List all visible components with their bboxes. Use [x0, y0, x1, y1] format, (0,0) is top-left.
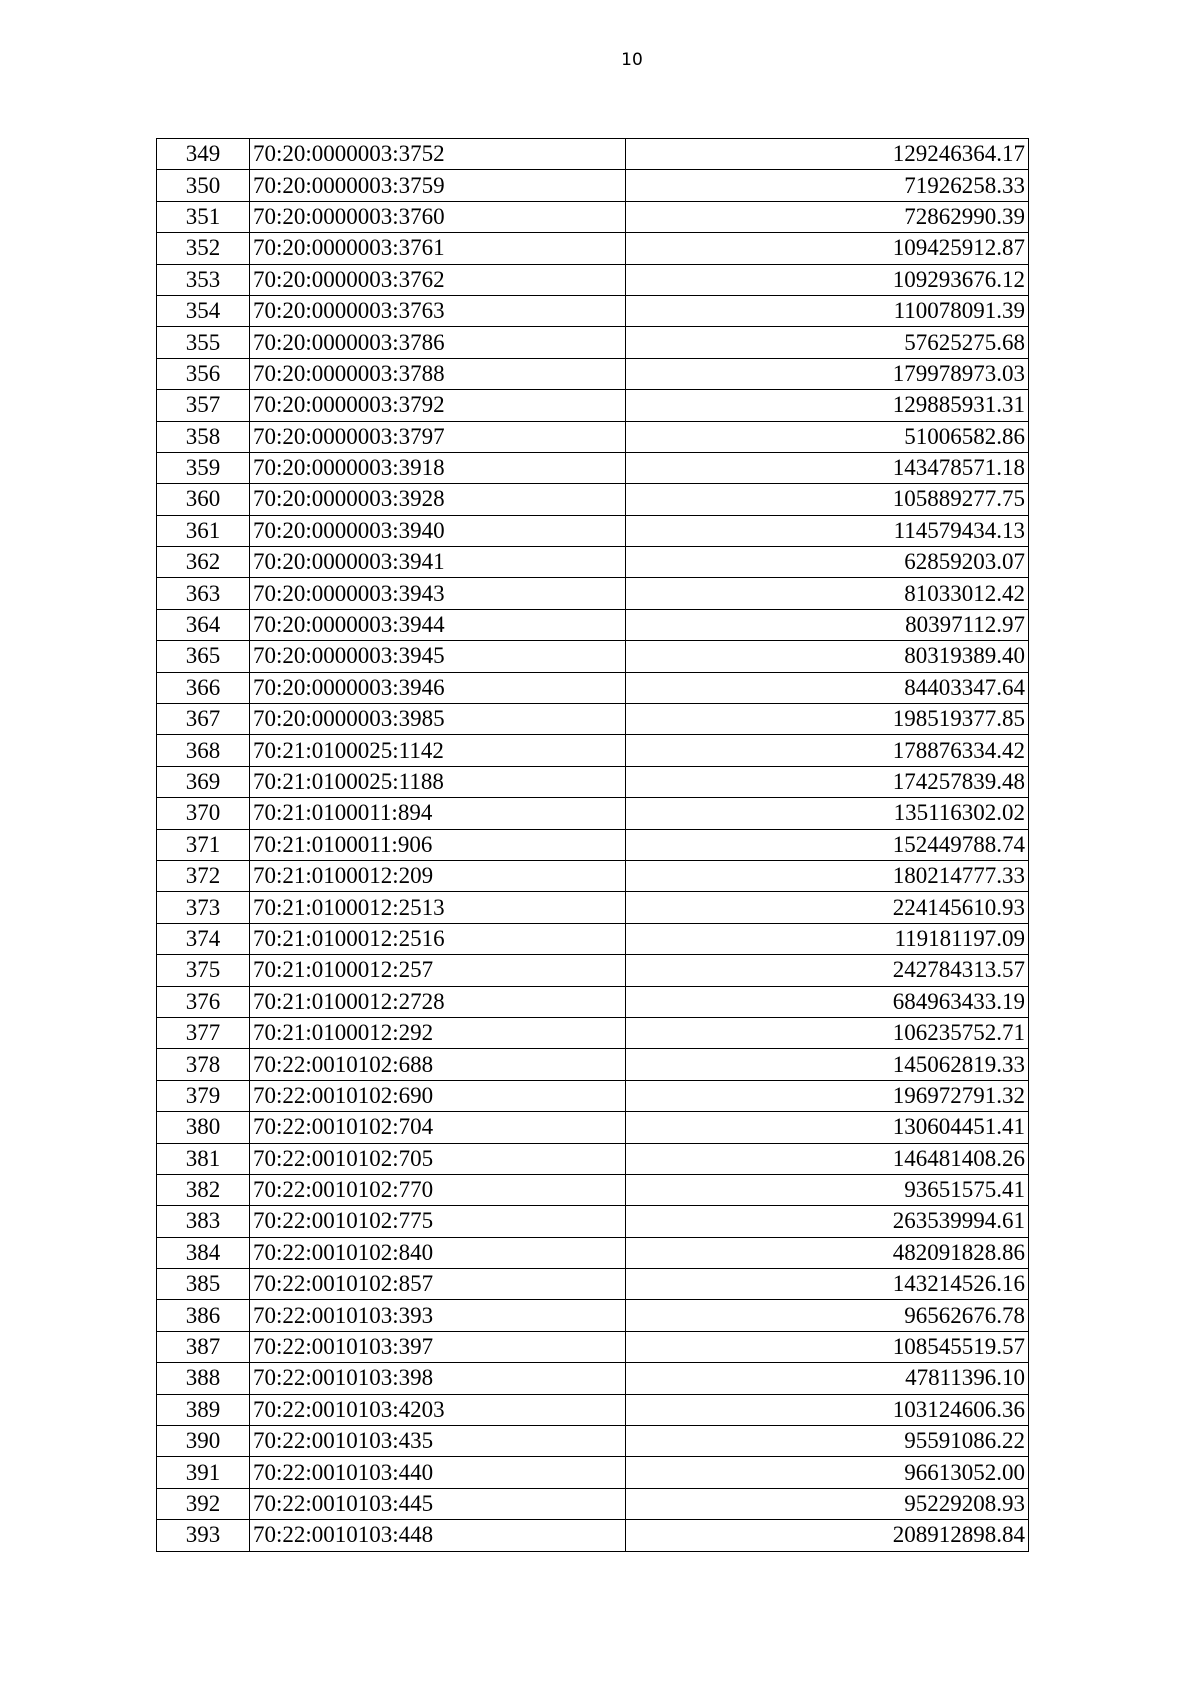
cadastral-number-cell: 70:21:0100011:894: [250, 798, 626, 829]
row-number-cell: 367: [157, 704, 250, 735]
cadastral-value-cell: 482091828.86: [626, 1237, 1029, 1268]
cadastral-number-cell: 70:22:0010103:4203: [250, 1394, 626, 1425]
row-number-cell: 380: [157, 1112, 250, 1143]
row-number-cell: 369: [157, 766, 250, 797]
row-number-cell: 349: [157, 139, 250, 170]
row-number-cell: 372: [157, 860, 250, 891]
cadastral-value-cell: 57625275.68: [626, 327, 1029, 358]
row-number-cell: 365: [157, 641, 250, 672]
cadastral-value-cell: 71926258.33: [626, 170, 1029, 201]
row-number-cell: 351: [157, 201, 250, 232]
row-number-cell: 378: [157, 1049, 250, 1080]
table-row: [157, 1363, 1029, 1394]
cadastral-value-cell: 224145610.93: [626, 892, 1029, 923]
cadastral-number-cell: 70:22:0010103:398: [250, 1363, 626, 1394]
cadastral-value-cell: 178876334.42: [626, 735, 1029, 766]
row-number-cell: 374: [157, 923, 250, 954]
cadastral-value-cell: 208912898.84: [626, 1520, 1029, 1551]
table-row: [157, 860, 1029, 891]
cadastral-number-cell: 70:22:0010102:688: [250, 1049, 626, 1080]
table-row: [157, 798, 1029, 829]
row-number-cell: 352: [157, 233, 250, 264]
row-number-cell: 355: [157, 327, 250, 358]
table-row: [157, 421, 1029, 452]
table-row: [157, 1237, 1029, 1268]
row-number-cell: 385: [157, 1269, 250, 1300]
cadastral-number-cell: 70:22:0010103:440: [250, 1457, 626, 1488]
cadastral-value-cell: 129885931.31: [626, 390, 1029, 421]
row-number-cell: 375: [157, 955, 250, 986]
row-number-cell: 371: [157, 829, 250, 860]
row-number-cell: 360: [157, 484, 250, 515]
table-row: [157, 923, 1029, 954]
cadastral-value-cell: 105889277.75: [626, 484, 1029, 515]
row-number-cell: 391: [157, 1457, 250, 1488]
row-number-cell: 357: [157, 390, 250, 421]
cadastral-number-cell: 70:20:0000003:3763: [250, 295, 626, 326]
cadastral-number-cell: 70:22:0010102:840: [250, 1237, 626, 1268]
cadastral-number-cell: 70:20:0000003:3792: [250, 390, 626, 421]
row-number-cell: 386: [157, 1300, 250, 1331]
table-row: [157, 295, 1029, 326]
cadastral-number-cell: 70:20:0000003:3985: [250, 704, 626, 735]
cadastral-number-cell: 70:22:0010102:770: [250, 1174, 626, 1205]
table-row: [157, 955, 1029, 986]
row-number-cell: 354: [157, 295, 250, 326]
cadastral-value-cell: 242784313.57: [626, 955, 1029, 986]
table-row: [157, 484, 1029, 515]
table-row: [157, 1331, 1029, 1362]
table-row: [157, 547, 1029, 578]
table-row: [157, 1080, 1029, 1111]
cadastral-number-cell: 70:20:0000003:3943: [250, 578, 626, 609]
row-number-cell: 388: [157, 1363, 250, 1394]
table-row: [157, 578, 1029, 609]
cadastral-number-cell: 70:21:0100025:1188: [250, 766, 626, 797]
row-number-cell: 384: [157, 1237, 250, 1268]
row-number-cell: 350: [157, 170, 250, 201]
cadastral-value-cell: 96562676.78: [626, 1300, 1029, 1331]
table-row: [157, 1394, 1029, 1425]
table-row: [157, 139, 1029, 170]
cadastral-value-cell: 95591086.22: [626, 1426, 1029, 1457]
cadastral-value-cell: 62859203.07: [626, 547, 1029, 578]
cadastral-value-cell: 72862990.39: [626, 201, 1029, 232]
cadastral-value-cell: 80319389.40: [626, 641, 1029, 672]
cadastral-number-cell: 70:22:0010102:857: [250, 1269, 626, 1300]
table-row: [157, 1017, 1029, 1048]
row-number-cell: 382: [157, 1174, 250, 1205]
table-row: [157, 892, 1029, 923]
table-row: [157, 1520, 1029, 1551]
row-number-cell: 358: [157, 421, 250, 452]
cadastral-number-cell: 70:21:0100011:906: [250, 829, 626, 860]
row-number-cell: 373: [157, 892, 250, 923]
table-row: [157, 515, 1029, 546]
table-row: [157, 327, 1029, 358]
cadastral-value-cell: 110078091.39: [626, 295, 1029, 326]
cadastral-value-cell: 51006582.86: [626, 421, 1029, 452]
table-row: [157, 766, 1029, 797]
row-number-cell: 389: [157, 1394, 250, 1425]
table-row: [157, 1457, 1029, 1488]
cadastral-number-cell: 70:22:0010103:448: [250, 1520, 626, 1551]
row-number-cell: 364: [157, 609, 250, 640]
table-row: [157, 1143, 1029, 1174]
cadastral-value-cell: 109293676.12: [626, 264, 1029, 295]
row-number-cell: 377: [157, 1017, 250, 1048]
table-row: [157, 829, 1029, 860]
table-row: [157, 1426, 1029, 1457]
table-row: [157, 1174, 1029, 1205]
cadastral-number-cell: 70:22:0010102:704: [250, 1112, 626, 1143]
cadastral-value-cell: 180214777.33: [626, 860, 1029, 891]
table-row: [157, 704, 1029, 735]
row-number-cell: 368: [157, 735, 250, 766]
cadastral-number-cell: 70:22:0010102:775: [250, 1206, 626, 1237]
cadastral-number-cell: 70:22:0010102:705: [250, 1143, 626, 1174]
cadastral-value-cell: 174257839.48: [626, 766, 1029, 797]
cadastral-number-cell: 70:20:0000003:3941: [250, 547, 626, 578]
table-row: [157, 452, 1029, 483]
cadastral-value-cell: 95229208.93: [626, 1488, 1029, 1519]
table-body: [157, 139, 1029, 1552]
cadastral-number-cell: 70:21:0100012:2516: [250, 923, 626, 954]
cadastral-number-cell: 70:20:0000003:3762: [250, 264, 626, 295]
cadastral-number-cell: 70:20:0000003:3918: [250, 452, 626, 483]
table-row: [157, 1112, 1029, 1143]
cadastral-value-cell: 109425912.87: [626, 233, 1029, 264]
cadastral-number-cell: 70:20:0000003:3945: [250, 641, 626, 672]
cadastral-number-cell: 70:20:0000003:3944: [250, 609, 626, 640]
table-row: [157, 609, 1029, 640]
row-number-cell: 376: [157, 986, 250, 1017]
row-number-cell: 392: [157, 1488, 250, 1519]
row-number-cell: 356: [157, 358, 250, 389]
table-row: [157, 390, 1029, 421]
cadastral-value-cell: 119181197.09: [626, 923, 1029, 954]
cadastral-number-cell: 70:20:0000003:3760: [250, 201, 626, 232]
cadastral-number-cell: 70:20:0000003:3928: [250, 484, 626, 515]
cadastral-value-cell: 103124606.36: [626, 1394, 1029, 1425]
row-number-cell: 387: [157, 1331, 250, 1362]
cadastral-number-cell: 70:22:0010102:690: [250, 1080, 626, 1111]
cadastral-value-cell: 146481408.26: [626, 1143, 1029, 1174]
cadastral-number-cell: 70:20:0000003:3946: [250, 672, 626, 703]
table-row: [157, 672, 1029, 703]
cadastral-number-cell: 70:21:0100012:2513: [250, 892, 626, 923]
cadastral-value-cell: 198519377.85: [626, 704, 1029, 735]
cadastral-number-cell: 70:22:0010103:393: [250, 1300, 626, 1331]
cadastral-value-cell: 47811396.10: [626, 1363, 1029, 1394]
cadastral-number-cell: 70:20:0000003:3786: [250, 327, 626, 358]
row-number-cell: 361: [157, 515, 250, 546]
cadastral-value-cell: 108545519.57: [626, 1331, 1029, 1362]
cadastral-value-cell: 145062819.33: [626, 1049, 1029, 1080]
cadastral-value-cell: 129246364.17: [626, 139, 1029, 170]
cadastral-number-cell: 70:21:0100012:209: [250, 860, 626, 891]
cadastral-value-cell: 152449788.74: [626, 829, 1029, 860]
table-row: [157, 1488, 1029, 1519]
cadastral-number-cell: 70:22:0010103:435: [250, 1426, 626, 1457]
cadastral-value-cell: 143214526.16: [626, 1269, 1029, 1300]
cadastral-value-cell: 263539994.61: [626, 1206, 1029, 1237]
cadastral-number-cell: 70:20:0000003:3940: [250, 515, 626, 546]
table-row: [157, 986, 1029, 1017]
cadastral-number-cell: 70:20:0000003:3759: [250, 170, 626, 201]
cadastral-value-cell: 96613052.00: [626, 1457, 1029, 1488]
row-number-cell: 363: [157, 578, 250, 609]
cadastral-value-cell: 80397112.97: [626, 609, 1029, 640]
table-row: [157, 264, 1029, 295]
cadastral-number-cell: 70:21:0100012:257: [250, 955, 626, 986]
row-number-cell: 379: [157, 1080, 250, 1111]
cadastral-number-cell: 70:20:0000003:3797: [250, 421, 626, 452]
cadastral-number-cell: 70:20:0000003:3752: [250, 139, 626, 170]
cadastral-value-cell: 84403347.64: [626, 672, 1029, 703]
row-number-cell: 370: [157, 798, 250, 829]
row-number-cell: 362: [157, 547, 250, 578]
table-row: [157, 641, 1029, 672]
cadastral-value-cell: 196972791.32: [626, 1080, 1029, 1111]
table-row: [157, 170, 1029, 201]
page-number: 10: [621, 50, 643, 70]
row-number-cell: 366: [157, 672, 250, 703]
row-number-cell: 393: [157, 1520, 250, 1551]
cadastral-value-cell: 130604451.41: [626, 1112, 1029, 1143]
cadastral-number-cell: 70:22:0010103:397: [250, 1331, 626, 1362]
cadastral-number-cell: 70:20:0000003:3788: [250, 358, 626, 389]
cadastral-value-cell: 135116302.02: [626, 798, 1029, 829]
row-number-cell: 390: [157, 1426, 250, 1457]
table-row: [157, 1269, 1029, 1300]
table-row: [157, 201, 1029, 232]
cadastral-value-cell: 93651575.41: [626, 1174, 1029, 1205]
row-number-cell: 359: [157, 452, 250, 483]
table-row: [157, 1206, 1029, 1237]
cadastral-value-table: [156, 138, 1029, 1552]
cadastral-value-cell: 106235752.71: [626, 1017, 1029, 1048]
cadastral-value-cell: 143478571.18: [626, 452, 1029, 483]
cadastral-value-cell: 114579434.13: [626, 515, 1029, 546]
table-row: [157, 1049, 1029, 1080]
cadastral-value-cell: 179978973.03: [626, 358, 1029, 389]
row-number-cell: 383: [157, 1206, 250, 1237]
row-number-cell: 353: [157, 264, 250, 295]
cadastral-number-cell: 70:22:0010103:445: [250, 1488, 626, 1519]
row-number-cell: 381: [157, 1143, 250, 1174]
cadastral-value-cell: 81033012.42: [626, 578, 1029, 609]
cadastral-number-cell: 70:21:0100025:1142: [250, 735, 626, 766]
cadastral-value-cell: 684963433.19: [626, 986, 1029, 1017]
table-row: [157, 1300, 1029, 1331]
cadastral-number-cell: 70:21:0100012:2728: [250, 986, 626, 1017]
cadastral-number-cell: 70:21:0100012:292: [250, 1017, 626, 1048]
cadastral-number-cell: 70:20:0000003:3761: [250, 233, 626, 264]
table-row: [157, 358, 1029, 389]
table-row: [157, 735, 1029, 766]
table-row: [157, 233, 1029, 264]
